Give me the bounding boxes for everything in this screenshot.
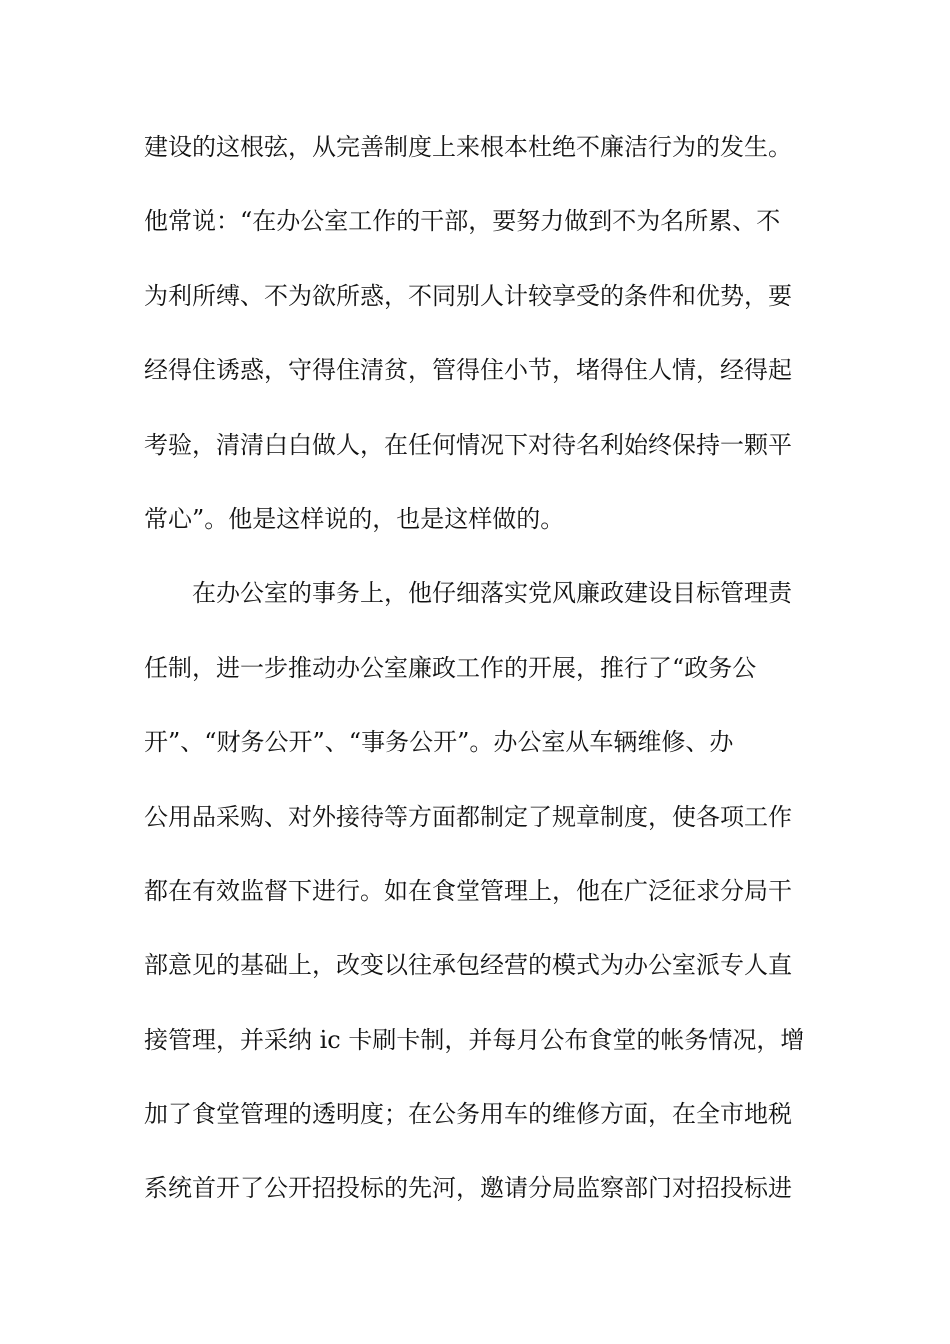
text-line: 常心”。他是这样说的，也是这样做的。: [144, 504, 565, 533]
text-line: 任制，进一步推动办公室廉政工作的开展，推行了“政务公: [144, 653, 757, 682]
text-line: 都在有效监督下进行。如在食堂管理上，他在广泛征求分局干: [144, 876, 792, 905]
text-line: 他常说：“在办公室工作的干部，要努力做到不为名所累、不: [144, 207, 781, 236]
text-line: 公用品采购、对外接待等方面都制定了规章制度，使各项工作: [144, 802, 792, 831]
text-line: 系统首开了公开招投标的先河，邀请分局监察部门对招投标进: [144, 1174, 792, 1203]
paragraph-first-line: 在办公室的事务上，他仔细落实党风廉政建设目标管理责: [192, 579, 792, 608]
body-text: [144, 127, 824, 1243]
text-line: 考验，清清白白做人，在任何情况下对待名利始终保持一颗平: [144, 430, 792, 459]
text-line: 为利所缚、不为欲所惑，不同别人计较享受的条件和优势，要: [144, 281, 792, 310]
text-line: 开”、“财务公开”、“事务公开”。办公室从车辆维修、办: [144, 728, 734, 757]
text-line: 建设的这根弦，从完善制度上来根本杜绝不廉洁行为的发生。: [144, 133, 792, 161]
text-line: 接管理，并采纳 ic 卡刷卡制，并每月公布食堂的帐务情况，增: [144, 1025, 805, 1054]
text-line: 加了食堂管理的透明度；在公务用车的维修方面，在全市地税: [144, 1100, 792, 1129]
text-line: 部意见的基础上，改变以往承包经营的模式为办公室派专人直: [144, 951, 792, 980]
text-line: 经得住诱惑，守得住清贫，管得住小节，堵得住人情，经得起: [144, 356, 792, 385]
